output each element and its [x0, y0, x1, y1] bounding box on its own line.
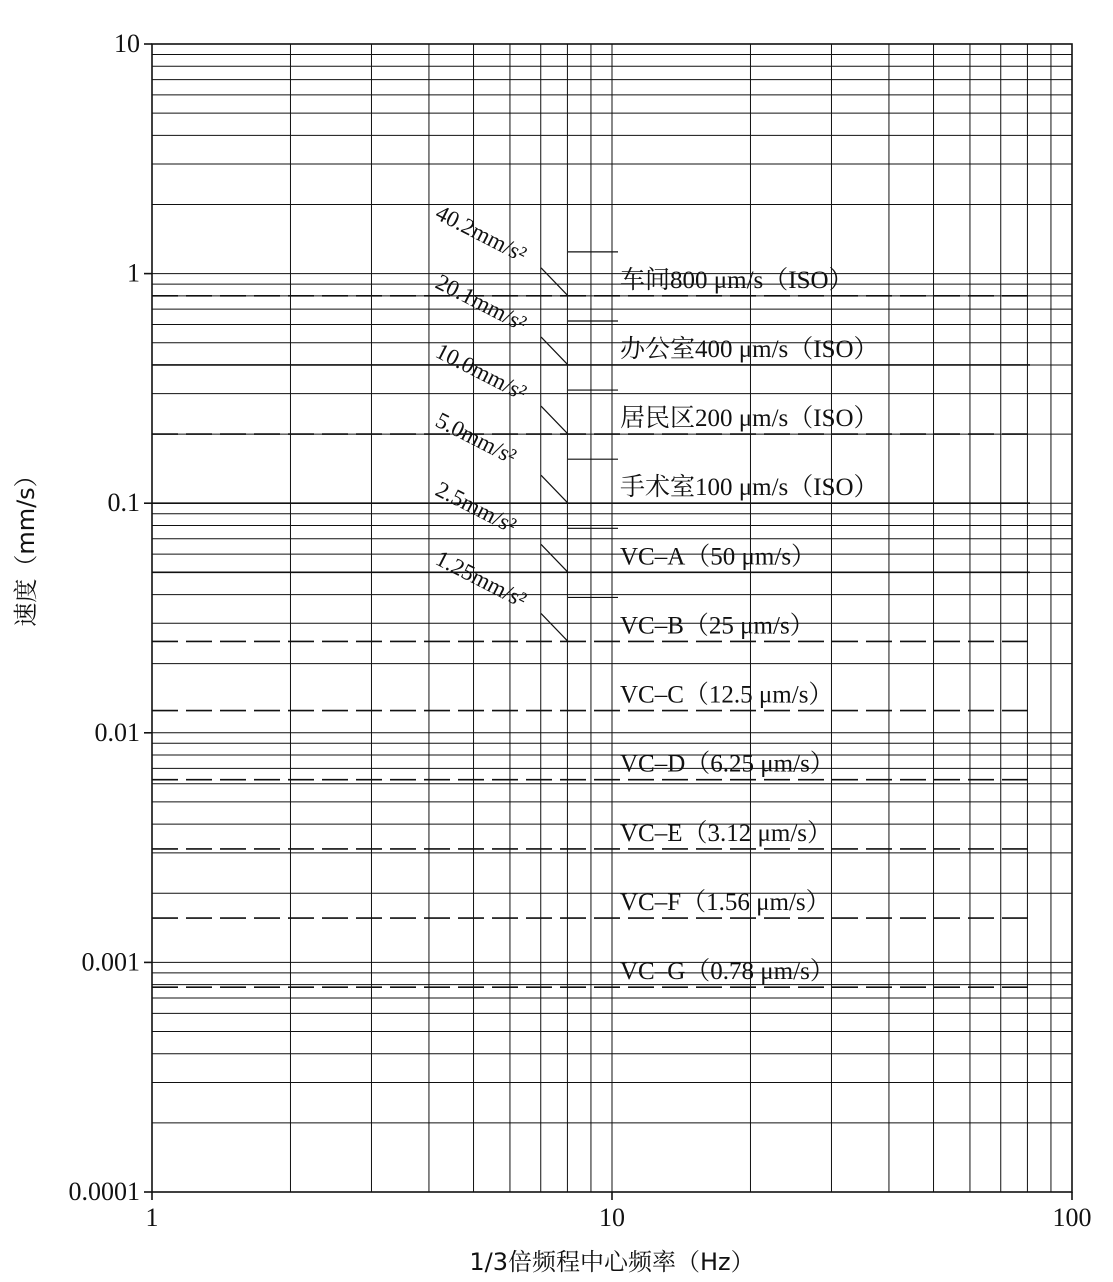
x-tick-label: 10: [599, 1203, 625, 1232]
y-tick-label: 1: [127, 258, 140, 288]
acceleration-leader: [541, 544, 568, 572]
series-label: VC–G（0.78 μm/s）: [620, 958, 835, 986]
grid: [152, 44, 1072, 1192]
series-label: 车间800 μm/s（ISO）: [620, 266, 854, 294]
series-label: 居民区200 μm/s（ISO）: [620, 405, 879, 433]
y-tick-label: 0.001: [81, 947, 140, 977]
leader-lines: [541, 252, 618, 642]
acceleration-label: 1.25mm/s²: [431, 545, 531, 613]
series-label: VC–F（1.56 μm/s）: [620, 889, 831, 917]
acceleration-leader: [541, 406, 568, 434]
y-tick-label: 0.1: [107, 488, 140, 518]
series-label: 手术室100 μm/s（ISO）: [620, 474, 879, 502]
y-tick-label: 10: [114, 29, 140, 58]
y-tick-label: 0.0001: [68, 1177, 140, 1206]
series-labels: [620, 266, 879, 985]
series-label: 办公室400 μm/s（ISO）: [620, 335, 879, 363]
series-label: VC–E（3.12 μm/s）: [620, 819, 833, 847]
acceleration-label: 20.1mm/s²: [431, 269, 531, 337]
acceleration-leader: [541, 475, 568, 503]
series-label: VC–C（12.5 μm/s）: [620, 681, 834, 709]
series-label: VC–A（50 μm/s）: [620, 543, 817, 571]
acceleration-leader: [541, 613, 568, 641]
acceleration-label: 2.5mm/s²: [431, 476, 521, 539]
acceleration-label: 5.0mm/s²: [431, 407, 521, 470]
acceleration-labels: [432, 200, 531, 613]
x-axis-title: 1/3倍频程中心频率（Hz）: [469, 1248, 755, 1276]
acceleration-leader: [541, 268, 568, 296]
series-label: VC–B（25 μm/s）: [620, 612, 815, 640]
y-axis-title: 速度（mm/s）: [12, 463, 40, 627]
y-tick-label: 0.01: [94, 717, 140, 747]
x-tick-label: 100: [1052, 1203, 1092, 1232]
y-axis-ticks: [69, 29, 153, 1206]
acceleration-label: 10.0mm/s²: [431, 338, 531, 406]
acceleration-leader: [541, 337, 568, 365]
series-label: VC–D（6.25 μm/s）: [620, 750, 835, 778]
x-axis-ticks: [146, 1192, 1092, 1232]
x-tick-label: 1: [145, 1203, 159, 1232]
acceleration-label: 40.2mm/s²: [431, 200, 531, 267]
